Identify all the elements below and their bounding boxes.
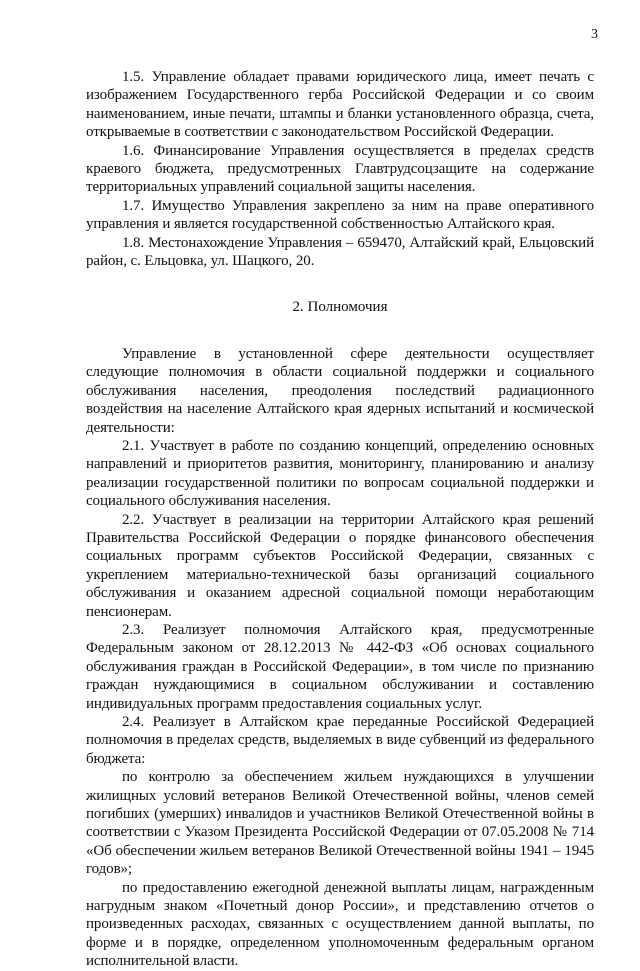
paragraph-2-3: 2.3. Реализует полномочия Алтайского края, предусмотренные Федеральным законом от 28.12.2013 № 442-ФЗ «Об основах социального обслуживания граждан в Российской Федерации», в том числе по признанию граждан нуждающимися в социальном обслуживании и составлению индивидуальных программ предоставления социальных услуг.: [86, 621, 594, 712]
section-title: 2. Полномочия: [292, 299, 388, 316]
paragraph-section-2-intro: Управление в установленной сфере деятельности осуществляет следующие полномочия в области социальной поддержки и социального обслуживания населения, преодоления последствий радиационного воздействия на население Алтайского края ядерных испытаний и космической деятельности:: [86, 345, 594, 436]
paragraph-1-7: 1.7. Имущество Управления закреплено за ним на праве оперативного управления и является государственной собственностью Алтайского края.: [86, 197, 594, 233]
document-body: [86, 68, 594, 971]
paragraph-2-4-donor-payment: по предоставлению ежегодной денежной выплаты лицам, награжденным нагрудным знаком «Почетный донор России», и представлению отчетов о произведенных расходах, связанных с осуществлением данной выплаты, по форме и в порядке, определенном уполномоченным федеральным органом исполнительной власти.: [86, 879, 594, 970]
paragraph-2-1: 2.1. Участвует в работе по созданию концепций, определению основных направлений и приоритетов развития, мониторингу, планированию и анализу реализации государственной политики по вопросам социальной поддержки и социального обслуживания населения.: [86, 437, 594, 510]
paragraph-2-4: 2.4. Реализует в Алтайском крае переданные Российской Федерацией полномочия в пределах средств, выделяемых в виде субвенций из федерального бюджета:: [86, 714, 594, 767]
paragraph-1-8: 1.8. Местонахождение Управления – 659470, Алтайский край, Ельцовский район, с. Ельцовка, ул. Шацкого, 20.: [86, 234, 594, 270]
paragraph-1-5: 1.5. Управление обладает правами юридического лица, имеет печать с изображением Государственного герба Российской Федерации и со своим наименованием, иные печати, штампы и бланки установленного образца, счета, открываемые в соответствии с законодательством Российской Федерации.: [86, 69, 594, 141]
paragraph-2-4-housing-control: по контролю за обеспечением жильем нуждающихся в улучшении жилищных условий ветеранов Великой Отечественной войны, членов семей погибших (умерших) инвалидов и участников Великой Отечественной войны в соответствии с Указом Президента Российской Федерации от 07.05.2008 № 714 «Об обеспечении жильем ветеранов Великой Отечественной войны 1941 – 1945 годов»;: [86, 769, 594, 878]
paragraph-1-6: 1.6. Финансирование Управления осуществляется в пределах средств краевого бюджета, предусмотренных Главтрудсоцзащите на содержание территориальных управлений социальной защиты населения.: [86, 142, 594, 196]
paragraph-2-2: 2.2. Участвует в реализации на территории Алтайского края решений Правительства Российской Федерации о порядке финансового обеспечения социальных программ субъектов Российской Федерации, связанных с укреплением материально-технической базы организаций социального обслуживания и оказанием адресной социальной помощи неработающим пенсионерам.: [86, 511, 594, 620]
page-number: 3: [591, 27, 598, 42]
